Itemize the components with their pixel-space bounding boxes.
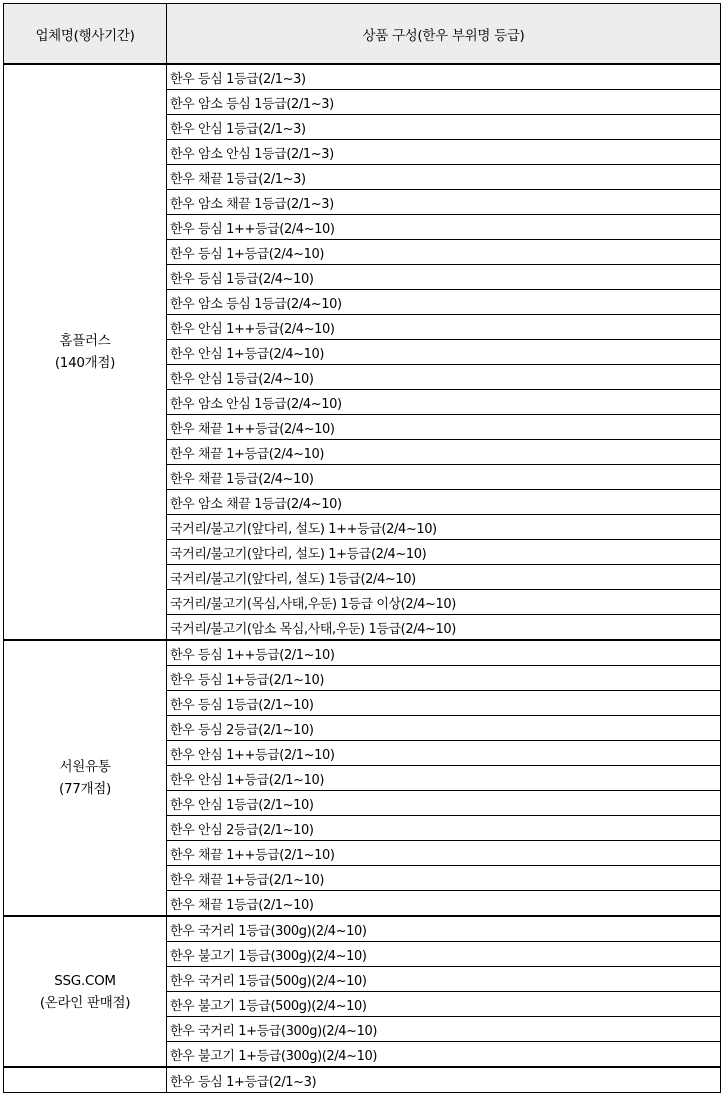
product-item: 한우 안심 2등급(2/1~10) [167, 816, 721, 841]
vendor-cell [4, 640, 167, 916]
vendor-period: (77개점) [59, 781, 111, 797]
product-item: 국거리/불고기(목심,사태,우둔) 1등급 이상(2/4~10) [167, 590, 721, 615]
product-item: 한우 암소 채끝 1등급(2/4~10) [167, 490, 721, 515]
product-item: 한우 등심 1+등급(2/1~3) [167, 1067, 721, 1093]
product-item: 한우 암소 등심 1등급(2/4~10) [167, 290, 721, 315]
vendor-period: (140개점) [54, 355, 116, 371]
product-item: 한우 채끝 1++등급(2/4~10) [167, 415, 721, 440]
product-item: 한우 등심 1등급(2/1~10) [167, 691, 721, 716]
product-item: 한우 불고기 1+등급(300g)(2/4~10) [167, 1042, 721, 1068]
header-row [4, 4, 721, 65]
product-item: 한우 안심 1++등급(2/1~10) [167, 741, 721, 766]
product-item: 한우 국거리 1등급(500g)(2/4~10) [167, 967, 721, 992]
product-item: 한우 안심 1+등급(2/4~10) [167, 340, 721, 365]
product-item: 한우 안심 1등급(2/1~10) [167, 791, 721, 816]
product-item: 한우 채끝 1등급(2/1~3) [167, 165, 721, 190]
product-item: 한우 국거리 1+등급(300g)(2/4~10) [167, 1017, 721, 1042]
table-row [4, 64, 721, 90]
product-item: 한우 국거리 1등급(300g)(2/4~10) [167, 916, 721, 942]
vendor-cell [4, 64, 167, 640]
vendor-period: (온라인 판매점) [39, 994, 131, 1011]
product-item: 한우 채끝 1등급(2/4~10) [167, 465, 721, 490]
table-body [4, 64, 721, 1093]
product-item: 한우 암소 안심 1등급(2/4~10) [167, 390, 721, 415]
product-item: 한우 등심 1++등급(2/1~10) [167, 640, 721, 666]
product-item: 한우 암소 채끝 1등급(2/1~3) [167, 190, 721, 215]
product-item: 한우 채끝 1++등급(2/1~10) [167, 841, 721, 866]
promotion-table [3, 3, 721, 1093]
product-item: 한우 안심 1등급(2/1~3) [167, 115, 721, 140]
product-item: 국거리/불고기(앞다리, 설도) 1등급(2/4~10) [167, 565, 721, 590]
vendor-name: 서원유통 [59, 759, 111, 775]
product-item: 한우 불고기 1등급(500g)(2/4~10) [167, 992, 721, 1017]
product-item: 한우 암소 등심 1등급(2/1~3) [167, 90, 721, 115]
product-item: 한우 채끝 1+등급(2/4~10) [167, 440, 721, 465]
vendor-name: SSG.COM [54, 972, 116, 989]
table-row [4, 640, 721, 666]
product-item: 한우 등심 1+등급(2/4~10) [167, 240, 721, 265]
product-item: 국거리/불고기(앞다리, 설도) 1+등급(2/4~10) [167, 540, 721, 565]
vendor-name: 홈플러스 [59, 333, 111, 349]
product-item: 한우 등심 1+등급(2/1~10) [167, 666, 721, 691]
product-item: 한우 채끝 1등급(2/1~10) [167, 891, 721, 917]
vendor-cell [4, 916, 167, 1067]
product-item: 한우 암소 안심 1등급(2/1~3) [167, 140, 721, 165]
table-row [4, 916, 721, 942]
product-item: 국거리/불고기(암소 목심,사태,우둔) 1등급(2/4~10) [167, 615, 721, 641]
product-item: 한우 안심 1++등급(2/4~10) [167, 315, 721, 340]
product-item: 한우 불고기 1등급(300g)(2/4~10) [167, 942, 721, 967]
product-item: 한우 등심 2등급(2/1~10) [167, 716, 721, 741]
header-products: 상품 구성(한우 부위명 등급) [167, 4, 721, 65]
vendor-cell [4, 1067, 167, 1093]
product-item: 한우 등심 1등급(2/1~3) [167, 64, 721, 90]
table-row [4, 1067, 721, 1093]
product-item: 한우 채끝 1+등급(2/1~10) [167, 866, 721, 891]
header-vendor: 업체명(행사기간) [4, 4, 167, 65]
product-item: 국거리/불고기(앞다리, 설도) 1++등급(2/4~10) [167, 515, 721, 540]
product-item: 한우 안심 1+등급(2/1~10) [167, 766, 721, 791]
product-item: 한우 등심 1등급(2/4~10) [167, 265, 721, 290]
product-item: 한우 안심 1등급(2/4~10) [167, 365, 721, 390]
product-item: 한우 등심 1++등급(2/4~10) [167, 215, 721, 240]
